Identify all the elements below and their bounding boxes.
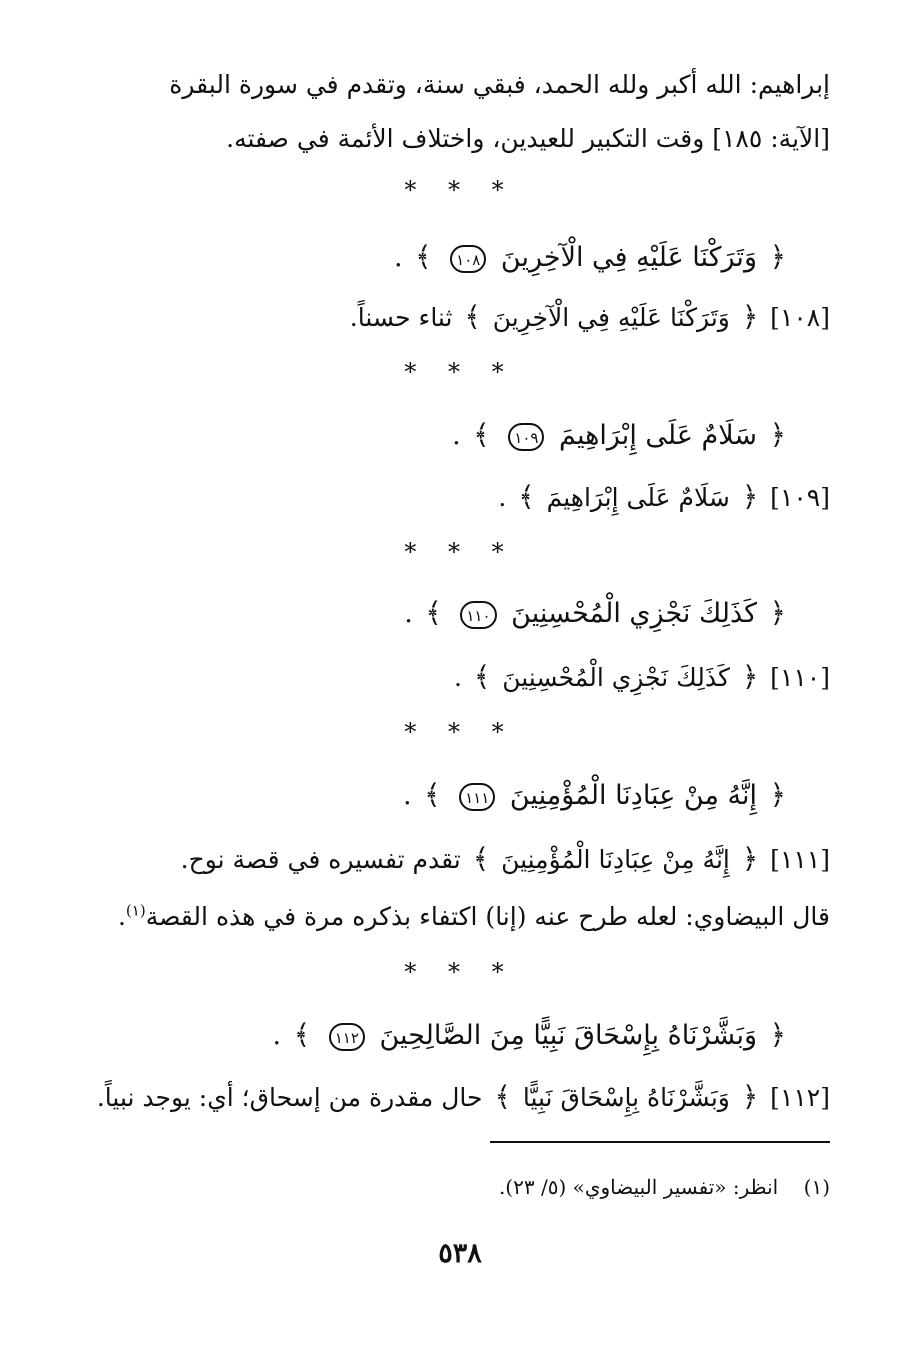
section-separator: * * *	[404, 718, 516, 746]
verse-text: إِنَّهُ مِنْ عِبَادِنَا الْمُؤْمِنِينَ	[509, 780, 757, 811]
brace-open: ﴿	[769, 240, 786, 273]
brace-close: ﴾	[415, 240, 432, 273]
verse-112	[90, 1018, 790, 1053]
comment-text: .	[453, 663, 462, 692]
brace-open: ﴿	[741, 842, 759, 875]
verse-end: .	[452, 420, 461, 451]
comment-ref: [١٠٨]	[770, 303, 830, 332]
baydawi-note-line	[90, 900, 830, 934]
footnote-text: انظر: «تفسير البيضاوي» (٥/ ٢٣).	[498, 1175, 779, 1199]
comment-ref: [١١١]	[770, 845, 830, 874]
verse-text: كَذَلِكَ نَجْزِي الْمُحْسِنِينَ	[511, 598, 757, 629]
footnote	[499, 1172, 830, 1202]
comment-ref: [١١٢]	[770, 1083, 830, 1112]
verse-text: وَتَرَكْنَا عَلَيْهِ فِي الْآخِرِينَ	[500, 242, 757, 273]
intro-line-1: إبراهيم: الله أكبر ولله الحمد، فبقي سنة، وتقدم في سورة البقرة	[169, 70, 830, 99]
brace-close: ﴾	[494, 1080, 511, 1113]
comment-quote: كَذَلِكَ نَجْزِي الْمُحْسِنِينَ	[502, 663, 730, 692]
brace-open: ﴿	[741, 300, 759, 333]
intro-line-2: [الآية: ١٨٥] وقت التكبير للعيدين، واختلاف الأئمة في صفته.	[226, 124, 830, 153]
verse-109	[90, 418, 790, 453]
comment-text: حال مقدرة من إسحاق؛ أي: يوجد نبياً.	[96, 1083, 483, 1112]
comment-110	[90, 660, 830, 695]
baydawi-note-text: قال البيضاوي: لعله طرح عنه (إنا) اكتفاء بذكره مرة في هذه القصة	[145, 902, 830, 931]
verse-108	[90, 240, 790, 275]
brace-close: ﴾	[473, 660, 491, 693]
brace-close: ﴾	[425, 596, 442, 629]
brace-close: ﴾	[464, 300, 481, 333]
brace-open: ﴿	[741, 1080, 759, 1113]
comment-text: .	[498, 483, 507, 512]
baydawi-note-end: .	[117, 902, 126, 931]
brace-close: ﴾	[293, 1018, 311, 1051]
comment-112	[90, 1080, 830, 1115]
brace-open: ﴿	[741, 660, 759, 693]
comment-quote: وَتَرَكْنَا عَلَيْهِ فِي الْآخِرِينَ	[492, 303, 730, 332]
ayah-number-marker: ١٠٩	[508, 423, 544, 451]
ayah-number-marker: ١١١	[459, 783, 495, 811]
comment-text: ثناء حسناً.	[349, 303, 453, 332]
verse-end: .	[402, 780, 412, 811]
comment-111	[90, 842, 830, 877]
page-number: ٥٣٨	[438, 1238, 482, 1269]
ayah-number-marker: ١٠٨	[450, 245, 486, 273]
verse-end: .	[272, 1020, 282, 1051]
verse-text: سَلَامٌ عَلَى إِبْرَاهِيمَ	[559, 420, 757, 451]
section-separator: * * *	[404, 358, 516, 386]
section-separator: * * *	[404, 538, 516, 566]
verse-text: وَبَشَّرْنَاهُ بِإِسْحَاقَ نَبِيًّا مِنَ الصَّالِحِينَ	[379, 1020, 757, 1051]
footnote-reference[interactable]: (١)	[125, 901, 146, 920]
brace-open: ﴿	[741, 480, 759, 513]
verse-end: .	[404, 598, 413, 629]
brace-open: ﴿	[769, 418, 786, 451]
brace-open: ﴿	[769, 1018, 786, 1051]
comment-quote: سَلَامٌ عَلَى إِبْرَاهِيمَ	[546, 483, 730, 512]
section-separator: * * *	[404, 958, 516, 986]
comment-108	[90, 300, 830, 335]
brace-close: ﴾	[518, 480, 535, 513]
comment-ref: [١١٠]	[770, 663, 830, 692]
brace-open: ﴿	[769, 596, 786, 629]
ayah-number-marker: ١١٠	[460, 601, 496, 629]
brace-close: ﴾	[424, 778, 441, 811]
brace-close: ﴾	[473, 418, 490, 451]
footnote-divider	[490, 1141, 830, 1143]
verse-111	[90, 778, 790, 813]
verse-end: .	[393, 242, 403, 273]
comment-ref: [١٠٩]	[770, 483, 830, 512]
brace-close: ﴾	[472, 842, 490, 875]
comment-109	[90, 480, 830, 515]
brace-open: ﴿	[769, 778, 786, 811]
section-separator: * * *	[404, 176, 516, 204]
comment-quote: وَبَشَّرْنَاهُ بِإِسْحَاقَ نَبِيًّا	[522, 1083, 730, 1112]
ayah-number-marker: ١١٢	[329, 1023, 365, 1051]
comment-quote: إِنَّهُ مِنْ عِبَادِنَا الْمُؤْمِنِينَ	[501, 845, 730, 874]
footnote-marker: (١)	[803, 1175, 830, 1199]
comment-text: تقدم تفسيره في قصة نوح.	[180, 845, 461, 874]
verse-110	[90, 596, 790, 631]
